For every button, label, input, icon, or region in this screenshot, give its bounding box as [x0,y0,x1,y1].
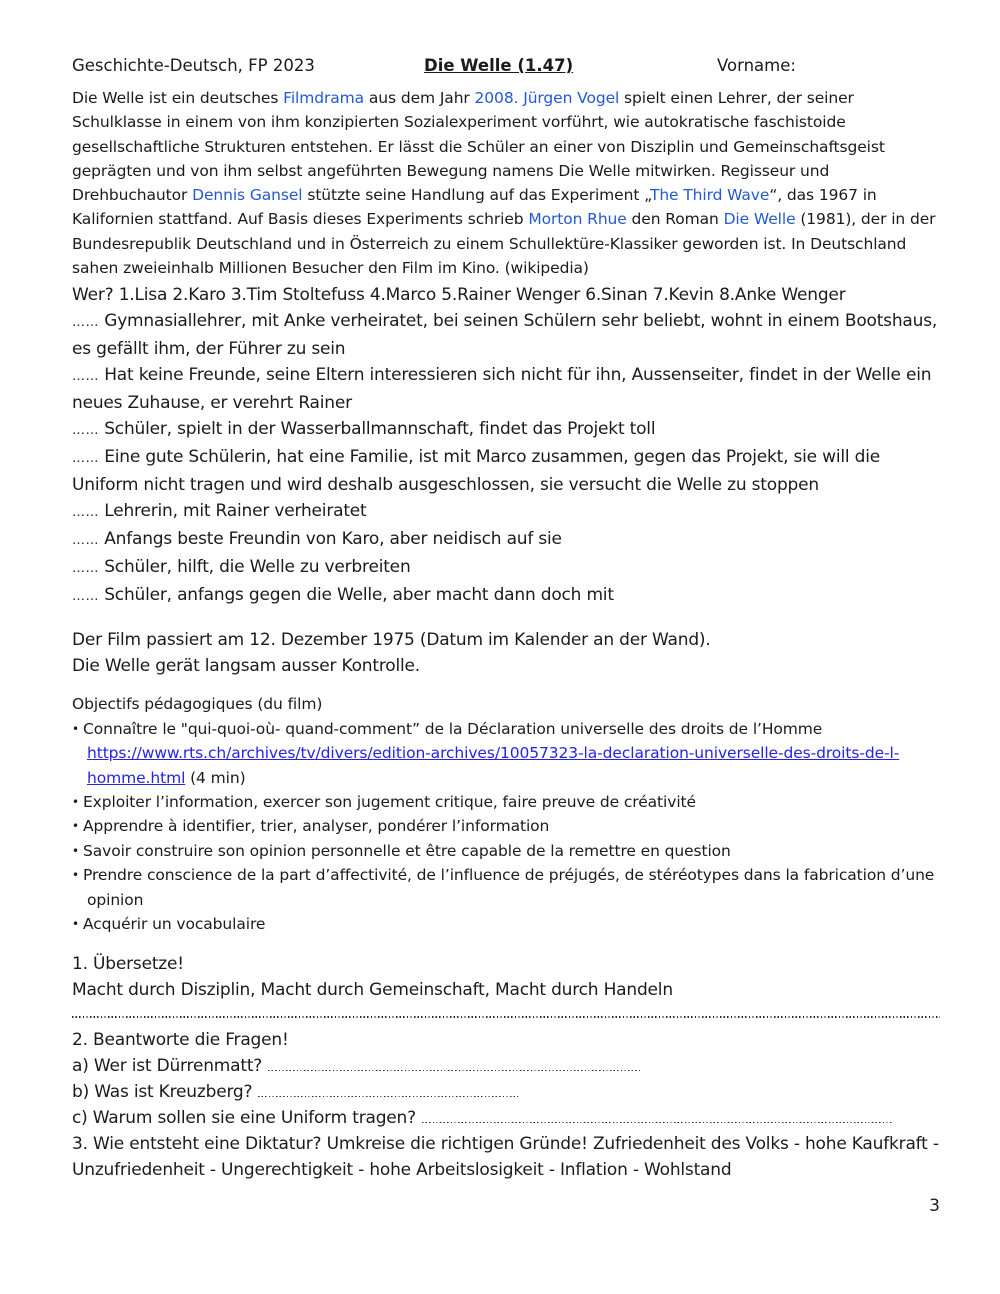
objectif-text: Acquérir un vocabulaire [82,915,266,934]
character-text: Gymnasiallehrer, mit Anke verheiratet, bei seinen Schülern sehr beliebt, wohnt in einem Bootshaus, es gefällt ihm, der Führer zu sein [72,311,938,360]
inline-link[interactable]: Dennis Gansel [192,186,303,205]
course-label: Geschichte-Deutsch, FP 2023 [72,56,315,75]
character-description [72,416,940,444]
exercise-1-title: 1. Übersetze! [72,954,184,975]
answer-line-full [72,1015,940,1018]
character-description [72,444,940,498]
objectif-item [72,839,940,863]
exercise-2-title: 2. Beantworte die Fragen! [72,1030,289,1051]
film-intro-paragraph: Die Welle ist ein deutsches Filmdrama aus dem Jahr 2008. Jürgen Vogel spielt einen Lehrer, der seiner Schulklasse in einem von ihm konzipierten Sozialexperiment vorführt, wie autokratische faschistoide gesellschaftliche Strukturen entstehen. Er lässt die Schüler an einer von Disziplin und Gemeinschaftsgeist geprägten und von ihm selbst angeführten Bewegung namens Die Welle mitwirken. Regisseur und Drehbuchautor Dennis Gansel stützte seine Handlung auf das Experiment „The Third Wave“, das 1967 in Kalifornien stattfand. Auf Basis dieses Experiments schrieb Morton Rhue den Roman Die Welle (1981), der in der Bundesrepublik Deutschland und in Österreich zu einem Schullektüre-Klassiker geworden ist. In Deutschland sahen zweieinhalb Millionen Besucher den Film im Kino. (wikipedia) [72,89,936,278]
inline-link[interactable]: The Third Wave [649,186,770,205]
objectif-item [72,912,940,936]
document-title: Die Welle (1.47) [424,56,574,75]
question-c-label: c) Warum sollen sie eine Uniform tragen? [72,1108,416,1129]
objectif-item [72,863,940,912]
character-text: Schüler, spielt in der Wasserballmannschaft, findet das Projekt toll [104,419,656,440]
wer-section [72,282,940,610]
character-text: Schüler, hilft, die Welle zu verbreiten [104,557,411,578]
page-header [72,56,940,86]
bullet-icon: • [72,721,79,736]
exercise-3-text: 3. Wie entsteht eine Diktatur? Umkreise die richtigen Gründe! Zufriedenheit des Volks - hohe Kaufkraft - Unzufriedenheit - Ungerechtigkeit - hohe Arbeitslosigkeit - Inflation - Wohlstand [72,1134,939,1181]
objectif-item [72,814,940,838]
bullet-icon: • [72,795,79,809]
blank-dots: …… [72,369,99,385]
question-a-label: a) Wer ist Dürrenmatt? [72,1056,263,1077]
film-notes [72,627,940,679]
blank-dots: …… [72,423,99,439]
objectif-text: Exploiter l’information, exercer son jugement critique, faire preuve de créativité [82,793,696,811]
film-note-control: Die Welle gerät langsam ausser Kontrolle. [72,656,420,677]
bullet-icon: • [72,917,79,932]
objectifs-section [72,692,940,936]
film-note-date: Der Film passiert am 12. Dezember 1975 (Datum im Kalender an der Wand). [72,630,711,651]
question-c [72,1105,940,1131]
page-content [72,56,940,1183]
character-text: Lehrerin, mit Rainer verheiratet [104,501,367,522]
exercises-section [72,951,940,1183]
exercise-1-text: Macht durch Disziplin, Macht durch Gemeinschaft, Macht durch Handeln [72,980,673,1001]
wer-question-line: Wer? 1.Lisa 2.Karo 3.Tim Stoltefuss 4.Marco 5.Rainer Wenger 6.Sinan 7.Kevin 8.Anke Wenger [72,285,846,306]
objectif-text: Connaître le "qui-quoi-où- quand-comment” de la Déclaration universelle des droits de l’Homme https://www.rts.ch/archives/tv/divers/edition-archives/10057323-la-declaration-universelle-des-droits-de-l-homme.html (4 min) [82,719,900,787]
inline-link[interactable]: 2008. Jürgen Vogel [474,89,620,107]
bullet-icon: • [72,819,79,834]
inline-link[interactable]: Die Welle [723,210,796,229]
blank-dots: …… [72,561,99,577]
objectifs-list [72,717,940,937]
character-description [72,362,940,416]
character-text: Anfangs beste Freundin von Karo, aber neidisch auf sie [104,529,562,550]
question-a [72,1053,940,1079]
blank-dots: …… [72,533,99,549]
answer-blank-c [422,1110,892,1123]
question-b-label: b) Was ist Kreuzberg? [72,1082,253,1103]
character-description [72,308,940,362]
objectifs-heading: Objectifs pédagogiques (du film) [72,695,323,714]
character-text: Hat keine Freunde, seine Eltern interessieren sich nicht für ihn, Aussenseiter, findet in der Welle ein neues Zuhause, er verehrt Rainer [72,365,932,414]
inline-link[interactable]: Morton Rhue [528,210,627,229]
character-description [72,526,940,554]
blank-dots: …… [72,451,99,467]
bullet-icon: • [72,843,79,858]
question-b [72,1079,940,1105]
objectif-text: Savoir construire son opinion personnelle et être capable de la remettre en question [82,841,731,860]
blank-dots: …… [72,505,99,521]
objectif-text: Apprendre à identifier, trier, analyser, pondérer l’information [82,817,550,836]
character-text: Schüler, anfangs gegen die Welle, aber macht dann doch mit [104,585,614,606]
blank-dots: …… [72,589,99,605]
page-number: 3 [929,1196,940,1216]
inline-link[interactable]: Filmdrama [283,89,365,107]
answer-blank-a [268,1058,640,1071]
character-description [72,554,940,582]
objectif-item [72,790,940,814]
blank-dots: …… [72,315,99,331]
vorname-label: Vorname: [717,56,796,75]
character-description [72,582,940,610]
character-list [72,308,940,610]
answer-blank-b [258,1084,518,1097]
objectif-text: Prendre conscience de la part d’affectivité, de l’influence de préjugés, de stéréotypes dans la fabrication d’une opinion [82,866,935,909]
objectif-item [72,717,940,790]
bullet-icon: • [72,868,79,883]
character-description [72,498,940,526]
hyperlink-url[interactable]: https://www.rts.ch/archives/tv/divers/edition-archives/10057323-la-declaration-universelle-des-droits-de-l-homme.html [87,744,900,787]
character-text: Eine gute Schülerin, hat eine Familie, ist mit Marco zusammen, gegen das Projekt, sie will die Uniform nicht tragen und wird deshalb ausgeschlossen, sie versucht die Welle zu stoppen [72,447,880,496]
